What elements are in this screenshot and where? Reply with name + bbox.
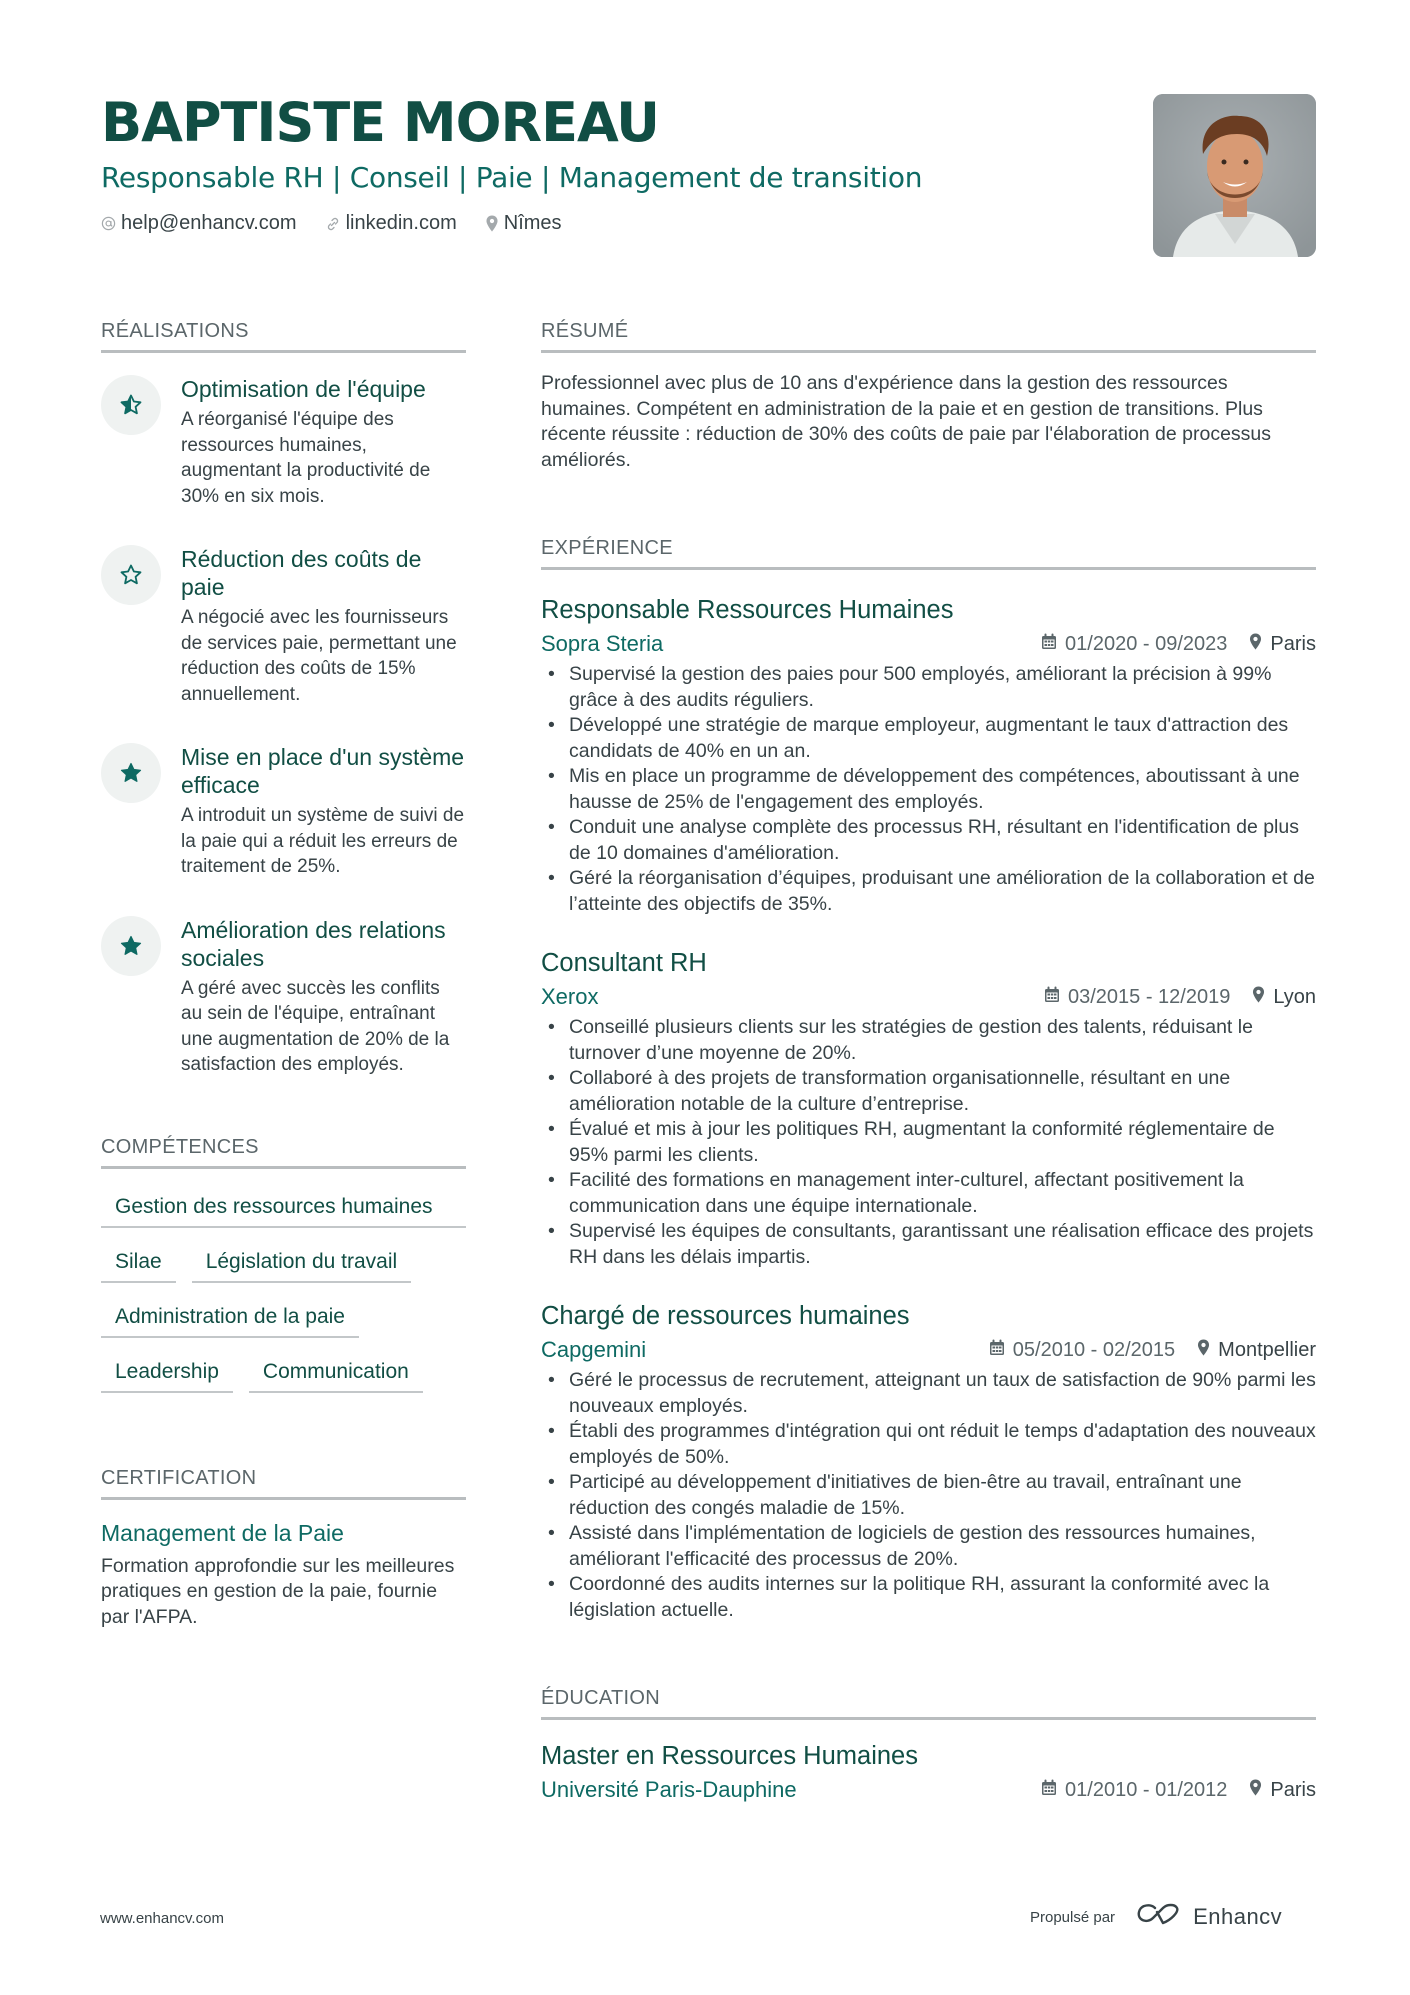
location-pin-icon — [485, 215, 499, 232]
enhancv-brand-link[interactable] — [1135, 1902, 1282, 1932]
bullet-item: • Coordonné des audits internes sur la politique RH, assurant la conformité avec la législation actuelle. — [541, 1572, 1316, 1623]
education-heading: ÉDUCATION — [541, 1685, 1316, 1720]
certification-heading: CERTIFICATION — [101, 1465, 466, 1500]
degree-title: Master en Ressources Humaines — [541, 1742, 918, 1770]
summary-text: Professionnel avec plus de 10 ans d'expérience dans la gestion des ressources humaines. Compétent en administration de la paie et en gestion de transitions. Plus récente réussite : réduction de 30% des coûts de paie par l'élaboration de processus améliorés. — [541, 372, 1272, 471]
star-filled-icon — [101, 916, 161, 976]
job-bullets — [541, 1015, 1316, 1270]
bullet-item: • Supervisé la gestion des paies pour 500 employés, améliorant la précision à 99% grâce à des audits réguliers. — [541, 662, 1316, 713]
skill-tag: Leadership — [101, 1352, 233, 1393]
achievement-item — [101, 743, 466, 880]
skill-tag: Silae — [101, 1242, 176, 1283]
contact-list — [101, 212, 1101, 235]
bullet-item: • Géré le processus de recrutement, atteignant un taux de satisfaction de 90% parmi les nouveaux employés. — [541, 1368, 1316, 1419]
achievements-heading: RÉALISATIONS — [101, 318, 466, 353]
star-outline-icon — [101, 545, 161, 605]
achievement-item — [101, 545, 466, 707]
achievement-item — [101, 916, 466, 1078]
bullet-item: • Supervisé les équipes de consultants, garantissant une réalisation efficace des projets RH dans les délais impartis. — [541, 1219, 1316, 1270]
location-pin-icon — [1249, 633, 1262, 656]
skill-tag: Communication — [249, 1352, 423, 1393]
star-filled-icon — [101, 743, 161, 803]
bullet-item: • Collaboré à des projets de transformation organisationnelle, résultant en une amélioration notable de la culture d’entreprise. — [541, 1066, 1316, 1117]
achievement-title: Mise en place d'un système efficace — [181, 744, 465, 798]
achievement-desc: A introduit un système de suivi de la paie qui a réduit les erreurs de traitement de 25%. — [181, 805, 465, 877]
skills-heading: COMPÉTENCES — [101, 1134, 466, 1169]
achievement-item — [101, 375, 466, 509]
enhancv-logo-icon — [1135, 1902, 1181, 1932]
powered-by-label: Propulsé par — [1030, 1908, 1116, 1926]
calendar-icon — [989, 1339, 1005, 1362]
certification-desc: Formation approfondie sur les meilleures pratiques en gestion de la paie, fournie par l'AFPA. — [101, 1554, 455, 1628]
experience-item — [541, 594, 1316, 917]
experience-item — [541, 1300, 1316, 1623]
school-name: Université Paris-Dauphine — [541, 1777, 797, 1802]
experience-heading: EXPÉRIENCE — [541, 535, 1316, 570]
achievement-title: Réduction des coûts de paie — [181, 546, 422, 600]
location-pin-icon — [1197, 1339, 1210, 1362]
location-pin-icon — [1252, 986, 1265, 1009]
achievement-desc: A géré avec succès les conflits au sein de l'équipe, entraînant une augmentation de 20% de la satisfaction des employés. — [181, 977, 450, 1075]
location-pin-icon — [1249, 1779, 1262, 1802]
bullet-item: • Mis en place un programme de développement des compétences, aboutissant à une hausse de 25% de l'engagement des employés. — [541, 764, 1316, 815]
company-name: Sopra Steria — [541, 631, 664, 656]
job-bullets — [541, 1368, 1316, 1623]
certification-title: Management de la Paie — [101, 1519, 344, 1546]
achievement-title: Optimisation de l'équipe — [181, 376, 426, 402]
contact-linkedin-text: linkedin.com — [345, 212, 457, 234]
candidate-title: Responsable RH | Conseil | Paie | Management de transition — [101, 161, 923, 194]
calendar-icon — [1041, 633, 1057, 656]
job-dates: 03/2015 - 12/2019 — [1067, 985, 1231, 1008]
achievement-desc: A réorganisé l'équipe des ressources humaines, augmentant la productivité de 30% en six mois. — [181, 409, 431, 507]
job-title: Responsable Ressources Humaines — [541, 596, 954, 624]
job-dates: 01/2020 - 09/2023 — [1065, 632, 1228, 655]
education-location: Paris — [1270, 1778, 1316, 1801]
education-dates: 01/2010 - 01/2012 — [1065, 1778, 1228, 1801]
bullet-item: • Conseillé plusieurs clients sur les stratégies de gestion des talents, réduisant le turnover d’une moyenne de 20%. — [541, 1015, 1316, 1066]
skill-tag: Législation du travail — [192, 1242, 411, 1283]
calendar-icon — [1041, 1779, 1057, 1802]
skills-list — [101, 1187, 466, 1393]
resume-header — [101, 88, 1101, 235]
contact-linkedin[interactable] — [325, 212, 457, 235]
right-column — [541, 318, 1316, 1804]
bullet-item: • Évalué et mis à jour les politiques RH, augmentant la conformité réglementaire de 95% parmi les clients. — [541, 1117, 1316, 1168]
page-footer — [0, 1900, 1410, 1940]
skill-tag: Administration de la paie — [101, 1297, 359, 1338]
achievement-title: Amélioration des relations sociales — [181, 916, 446, 971]
star-half-icon — [101, 375, 161, 435]
job-location: Lyon — [1273, 985, 1316, 1008]
bullet-item: • Participé au développement d'initiatives de bien-être au travail, entraînant une réduction des congés maladie de 15%. — [541, 1470, 1316, 1521]
achievement-desc: A négocié avec les fournisseurs de services paie, permettant une réduction des coûts de 15% annuellement. — [181, 607, 457, 705]
footer-branding — [1030, 1902, 1282, 1932]
company-name: Xerox — [541, 984, 599, 1009]
company-name: Capgemini — [541, 1337, 647, 1362]
bullet-item: • Conduit une analyse complète des processus RH, résultant en l'identification de plus de 10 domaines d'amélioration. — [541, 815, 1316, 866]
left-column — [101, 318, 466, 1630]
link-icon — [325, 216, 341, 232]
contact-location-text: Nîmes — [503, 212, 562, 234]
job-location: Montpellier — [1218, 1338, 1316, 1361]
skill-tag: Gestion des ressources humaines — [101, 1187, 466, 1228]
calendar-icon — [1044, 986, 1060, 1009]
contact-email[interactable] — [101, 212, 297, 235]
job-dates: 05/2010 - 02/2015 — [1012, 1338, 1176, 1361]
summary-heading: RÉSUMÉ — [541, 318, 1316, 353]
at-icon — [101, 216, 116, 231]
candidate-name: BAPTISTE MOREAU — [101, 91, 659, 154]
job-location: Paris — [1270, 632, 1316, 655]
profile-photo — [1153, 94, 1316, 257]
bullet-item: • Géré la réorganisation d’équipes, produisant une amélioration de la collaboration et de l’atteinte des objectifs de 35%. — [541, 866, 1316, 917]
contact-email-text: help@enhancv.com — [121, 212, 297, 234]
bullet-item: • Assisté dans l'implémentation de logiciels de gestion des ressources humaines, améliorant l'efficacité des processus de 20%. — [541, 1521, 1316, 1572]
job-title: Consultant RH — [541, 949, 707, 977]
bullet-item: • Facilité des formations en management inter-culturel, affectant positivement la communication dans une équipe internationale. — [541, 1168, 1316, 1219]
job-title: Chargé de ressources humaines — [541, 1302, 910, 1330]
education-item — [541, 1740, 1316, 1804]
experience-item — [541, 947, 1316, 1270]
bullet-item: • Développé une stratégie de marque employeur, augmentant le taux d'attraction des candidats de 40% en un an. — [541, 713, 1316, 764]
bullet-item: • Établi des programmes d'intégration qui ont réduit le temps d'adaptation des nouveaux employés de 50%. — [541, 1419, 1316, 1470]
footer-url-link[interactable]: www.enhancv.com — [100, 1910, 224, 1927]
brand-name: Enhancv — [1193, 1904, 1283, 1929]
contact-location — [485, 212, 562, 235]
job-bullets — [541, 662, 1316, 917]
